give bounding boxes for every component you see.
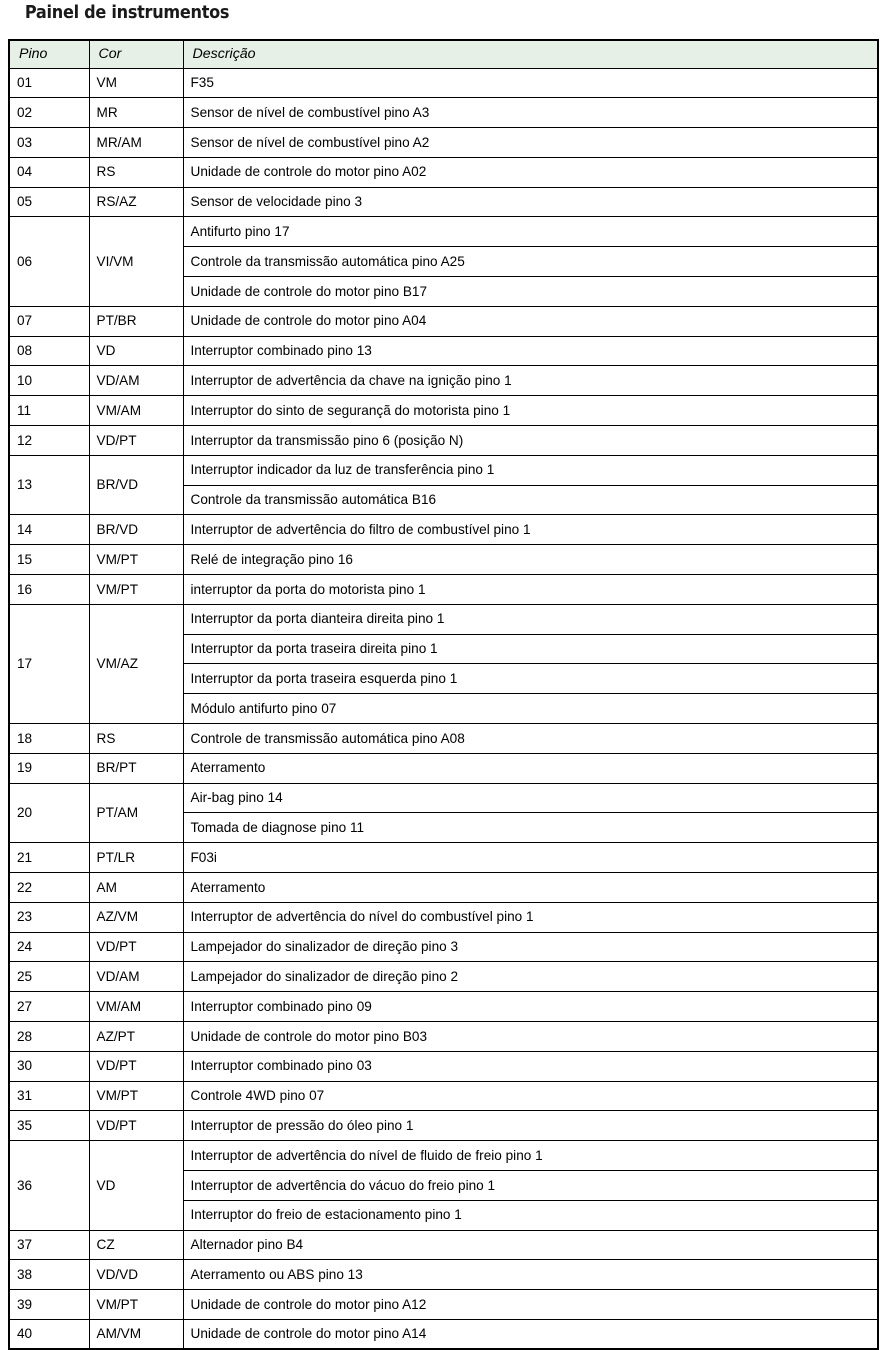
pinout-table-container [8,39,877,1350]
cell-descricao: F03i [183,843,878,873]
cell-descricao: Antifurto pino 17 [183,217,878,247]
cell-pino: 03 [9,128,89,158]
cell-descricao: Interruptor da porta traseira direita pino 1 [183,634,878,664]
cell-pino: 10 [9,366,89,396]
table-row [9,1022,878,1052]
cell-descricao: Tomada de diagnose pino 11 [183,813,878,843]
cell-pino: 21 [9,843,89,873]
column-header-cor: Cor [89,40,183,68]
cell-descricao: Alternador pino B4 [183,1230,878,1260]
cell-pino: 15 [9,545,89,575]
cell-descricao: Interruptor de advertência do vácuo do freio pino 1 [183,1170,878,1200]
cell-cor: VM/PT [89,545,183,575]
cell-descricao: Interruptor do sinto de segurançã do motorista pino 1 [183,396,878,426]
table-row [9,515,878,545]
cell-cor: VM/AM [89,396,183,426]
table-row [9,187,878,217]
table-row [9,1111,878,1141]
cell-cor: CZ [89,1230,183,1260]
cell-descricao: Aterramento ou ABS pino 13 [183,1260,878,1290]
table-body [9,68,878,1349]
cell-pino: 12 [9,426,89,456]
table-row [9,992,878,1022]
cell-descricao: Interruptor de advertência da chave na ignição pino 1 [183,366,878,396]
cell-cor: BR/VD [89,515,183,545]
table-row [9,932,878,962]
cell-pino: 20 [9,783,89,843]
table-row [9,336,878,366]
cell-cor: VD/AM [89,962,183,992]
table-row [9,396,878,426]
cell-pino: 28 [9,1022,89,1052]
cell-cor: VD/PT [89,1051,183,1081]
cell-pino: 25 [9,962,89,992]
cell-cor: VD/PT [89,1111,183,1141]
cell-pino: 19 [9,753,89,783]
cell-descricao: Interruptor combinado pino 03 [183,1051,878,1081]
table-row [9,68,878,98]
cell-descricao: Unidade de controle do motor pino B17 [183,277,878,307]
cell-cor: VD/VD [89,1260,183,1290]
cell-cor: RS [89,724,183,754]
cell-pino: 16 [9,575,89,605]
table-row [9,1290,878,1320]
cell-cor: AM/VM [89,1319,183,1349]
table-header-row [9,40,878,68]
cell-pino: 13 [9,455,89,515]
cell-cor: RS [89,157,183,187]
cell-descricao: interruptor da porta do motorista pino 1 [183,575,878,605]
table-row [9,783,878,813]
table-row [9,426,878,456]
cell-pino: 27 [9,992,89,1022]
table-row [9,128,878,158]
cell-cor: VM/PT [89,575,183,605]
cell-pino: 37 [9,1230,89,1260]
table-row [9,1081,878,1111]
cell-descricao: Unidade de controle do motor pino B03 [183,1022,878,1052]
cell-cor: VM/PT [89,1081,183,1111]
cell-descricao: Aterramento [183,873,878,903]
cell-descricao: Unidade de controle do motor pino A12 [183,1290,878,1320]
cell-pino: 30 [9,1051,89,1081]
cell-descricao: Lampejador do sinalizador de direção pino 3 [183,932,878,962]
cell-pino: 38 [9,1260,89,1290]
cell-descricao: Lampejador do sinalizador de direção pino 2 [183,962,878,992]
cell-cor: RS/AZ [89,187,183,217]
cell-descricao: Controle de transmissão automática pino A08 [183,724,878,754]
cell-cor: PT/AM [89,783,183,843]
table-row [9,1051,878,1081]
cell-cor: VM/AM [89,992,183,1022]
cell-descricao: Interruptor do freio de estacionamento pino 1 [183,1200,878,1230]
cell-cor: VD/AM [89,366,183,396]
table-row [9,98,878,128]
cell-descricao: Sensor de nível de combustível pino A3 [183,98,878,128]
cell-descricao: Sensor de velocidade pino 3 [183,187,878,217]
cell-pino: 07 [9,306,89,336]
cell-descricao: Interruptor de pressão do óleo pino 1 [183,1111,878,1141]
cell-descricao: Air-bag pino 14 [183,783,878,813]
cell-descricao: Unidade de controle do motor pino A14 [183,1319,878,1349]
cell-descricao: Módulo antifurto pino 07 [183,694,878,724]
cell-descricao: Interruptor indicador da luz de transferência pino 1 [183,455,878,485]
cell-pino: 40 [9,1319,89,1349]
cell-cor: VD/PT [89,426,183,456]
cell-descricao: Controle 4WD pino 07 [183,1081,878,1111]
table-row [9,366,878,396]
table-row [9,1260,878,1290]
cell-pino: 14 [9,515,89,545]
cell-descricao: Controle da transmissão automática pino A25 [183,247,878,277]
table-row [9,1319,878,1349]
cell-descricao: Interruptor combinado pino 13 [183,336,878,366]
cell-cor: AM [89,873,183,903]
table-row [9,1230,878,1260]
cell-cor: MR [89,98,183,128]
cell-cor: AZ/PT [89,1022,183,1052]
cell-cor: PT/BR [89,306,183,336]
cell-descricao: Relé de integração pino 16 [183,545,878,575]
cell-cor: VI/VM [89,217,183,306]
column-header-descricao: Descrição [183,40,878,68]
cell-pino: 01 [9,68,89,98]
cell-descricao: Interruptor da porta traseira esquerda pino 1 [183,664,878,694]
cell-descricao: Interruptor de advertência do nível de fluido de freio pino 1 [183,1141,878,1171]
cell-pino: 11 [9,396,89,426]
table-row [9,306,878,336]
table-row [9,843,878,873]
cell-pino: 23 [9,902,89,932]
page-title: Painel de instrumentos [24,3,230,23]
table-row [9,455,878,485]
cell-cor: BR/PT [89,753,183,783]
cell-descricao: Interruptor combinado pino 09 [183,992,878,1022]
table-header [9,40,878,68]
cell-pino: 22 [9,873,89,903]
cell-cor: MR/AM [89,128,183,158]
table-row [9,157,878,187]
table-row [9,724,878,754]
cell-descricao: Interruptor de advertência do nível do combustível pino 1 [183,902,878,932]
cell-pino: 35 [9,1111,89,1141]
cell-descricao: Interruptor da porta dianteira direita pino 1 [183,604,878,634]
cell-descricao: F35 [183,68,878,98]
cell-pino: 02 [9,98,89,128]
cell-cor: VM/PT [89,1290,183,1320]
table-row [9,962,878,992]
cell-pino: 05 [9,187,89,217]
cell-cor: VM/AZ [89,604,183,723]
cell-cor: AZ/VM [89,902,183,932]
cell-cor: PT/LR [89,843,183,873]
table-row [9,217,878,247]
cell-descricao: Unidade de controle do motor pino A02 [183,157,878,187]
table-row [9,753,878,783]
cell-descricao: Unidade de controle do motor pino A04 [183,306,878,336]
table-row [9,1141,878,1171]
cell-cor: VD [89,1141,183,1230]
cell-pino: 08 [9,336,89,366]
cell-pino: 17 [9,604,89,723]
cell-pino: 24 [9,932,89,962]
table-row [9,902,878,932]
cell-pino: 36 [9,1141,89,1230]
cell-pino: 31 [9,1081,89,1111]
cell-pino: 18 [9,724,89,754]
cell-descricao: Interruptor da transmissão pino 6 (posição N) [183,426,878,456]
cell-pino: 06 [9,217,89,306]
table-row [9,604,878,634]
instrument-panel-pinout-table [8,39,879,1350]
cell-cor: VD/PT [89,932,183,962]
cell-descricao: Sensor de nível de combustível pino A2 [183,128,878,158]
cell-cor: BR/VD [89,455,183,515]
cell-pino: 04 [9,157,89,187]
cell-pino: 39 [9,1290,89,1320]
cell-descricao: Interruptor de advertência do filtro de combustível pino 1 [183,515,878,545]
cell-descricao: Aterramento [183,753,878,783]
cell-cor: VD [89,336,183,366]
table-row [9,545,878,575]
table-row [9,575,878,605]
table-row [9,873,878,903]
cell-descricao: Controle da transmissão automática B16 [183,485,878,515]
column-header-pino: Pino [9,40,89,68]
cell-cor: VM [89,68,183,98]
